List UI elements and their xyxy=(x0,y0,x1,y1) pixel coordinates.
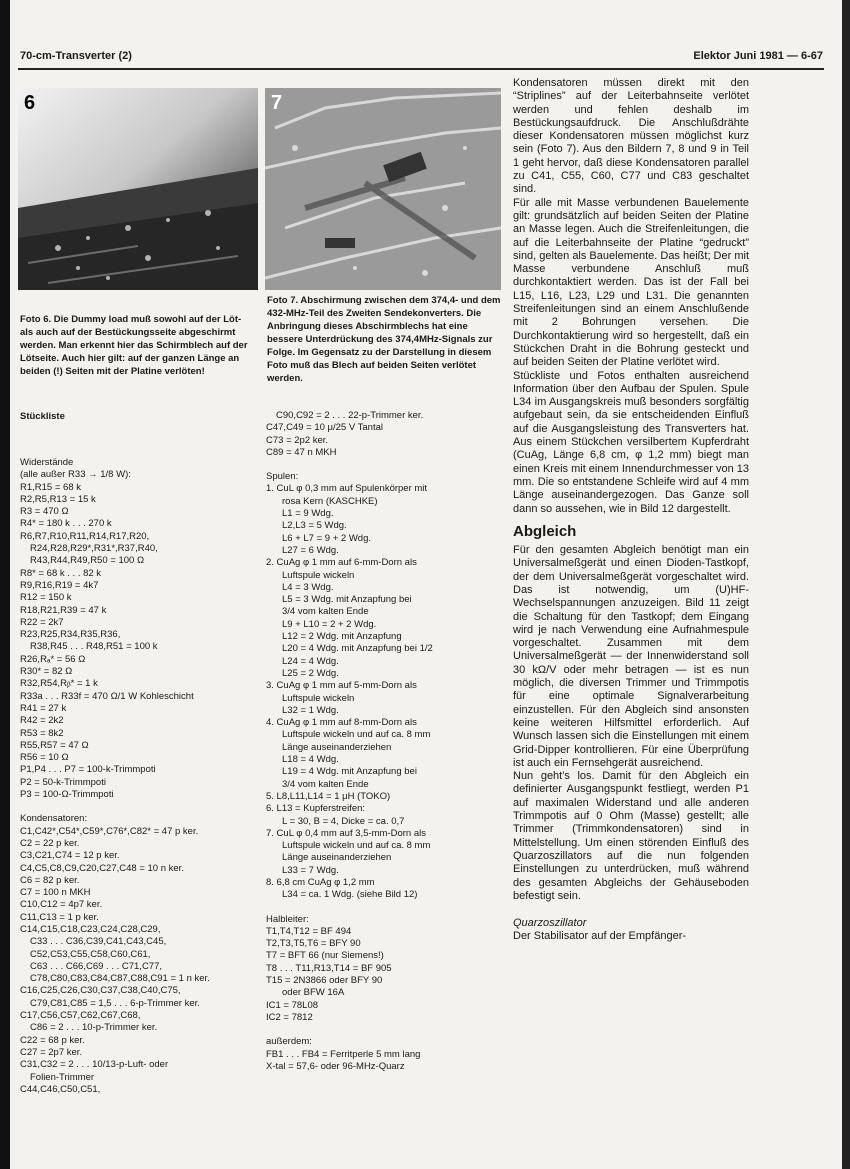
parts-list-line: C52,C53,C55,C58,C60,C61, xyxy=(30,948,151,960)
parts-list-line: R38,R45 . . . R48,R51 = 100 k xyxy=(30,641,158,653)
parts-list-line: L25 = 2 Wdg. xyxy=(282,667,339,679)
parts-list-line: L20 = 4 Wdg. mit Anzapfung bei 1/2 xyxy=(282,643,433,655)
parts-list-line: R26,Rₐ* = 56 Ω xyxy=(20,653,86,665)
photo-7-image xyxy=(265,88,501,290)
paragraph-coils: Stückliste und Fotos enthalten ausreichend Information über den Aufbau der Spulen. Spule L34 im Ausgangskreis muß besonders sorgfältig aufgebaut sein, da sie entscheidenden Einfluß auf die Ausgangsleistung des Transverters hat. Aus einem Stückchen versilbertem Kupferdraht (CuAg, Länge 6,8 cm, φ 1,2 mm) biegt man einen Kreis mit einem Innendurchmesser von 13 mm. Die so entstandene Schleife wird auf 4 mm Länge auseinandergezogen. Das Ganze soll dann so aussehen, wie in Bild 12 dargestellt. xyxy=(513,369,750,515)
parts-list-line: T8 . . . T11,R13,T14 = BF 905 xyxy=(266,962,392,974)
parts-list-line: C1,C42*,C54*,C59*,C76*,C82* = 47 p ker. xyxy=(20,825,199,837)
photo-6 xyxy=(18,88,258,290)
parts-list-line: 3/4 vom kalten Ende xyxy=(282,778,369,790)
parts-list-line: Länge auseinanderziehen xyxy=(282,741,392,753)
parts-list-line: L24 = 4 Wdg. xyxy=(282,655,339,667)
photo-7-caption: Foto 7. Abschirmung zwischen dem 374,4- und dem 432-MHz-Teil des Zweiten Sendekonverters. Die Anbringung dieses Abschirmblechs hat eine bessere Unterdrückung des 374,4MHz-Signals zur Folge. Im Gegensatz zu der Darstellung in diesem Foto muß das Blech auf beiden Seiten verlötet werden. xyxy=(267,295,501,384)
parts-list-line: Kondensatoren: xyxy=(20,813,88,825)
parts-list-line: (alle außer R33 → 1/8 W): xyxy=(20,469,131,481)
parts-list-line: R9,R16,R19 = 4k7 xyxy=(20,579,99,591)
header-article-title: 70-cm-Transverter (2) xyxy=(20,50,132,62)
parts-list-line: R12 = 150 k xyxy=(20,592,72,604)
parts-list-line: L12 = 2 Wdg. mit Anzapfung xyxy=(282,631,402,643)
parts-list-line: R22 = 2k7 xyxy=(20,616,64,628)
paragraph-quarzoszillator: Der Stabilisator auf der Empfänger- xyxy=(513,930,687,943)
parts-list-line: L34 = ca. 1 Wdg. (siehe Bild 12) xyxy=(282,889,418,901)
parts-list-line xyxy=(20,801,260,813)
figure-6-number: 6 xyxy=(24,92,36,114)
parts-list-line: 1. CuL φ 0,3 mm auf Spulenkörper mit xyxy=(266,483,428,495)
parts-list-line: Spulen: xyxy=(266,471,299,483)
parts-list-column-a xyxy=(20,457,260,1096)
parts-list-line: Luftspule wickeln und auf ca. 8 mm xyxy=(282,840,431,852)
parts-list-line: C63 . . . C66,C69 . . . C71,C77, xyxy=(30,960,163,972)
parts-list-line: C16,C25,C26,C30,C37,C38,C40,C75, xyxy=(20,985,181,997)
parts-list-line: X-tal = 57,6- oder 96-MHz-Quarz xyxy=(266,1060,405,1072)
parts-list-line: L19 = 4 Wdg. mit Anzapfung bei xyxy=(282,766,417,778)
parts-list-title: Stückliste xyxy=(20,411,65,422)
parts-list-line: R2,R5,R13 = 15 k xyxy=(20,493,96,505)
parts-list-line: R24,R28,R29*,R31*,R37,R40, xyxy=(30,543,158,555)
parts-list-line: L5 = 3 Wdg. mit Anzapfung bei xyxy=(282,594,412,606)
parts-list-line: C6 = 82 p ker. xyxy=(20,874,80,886)
parts-list-line: IC1 = 78L08 xyxy=(266,999,319,1011)
parts-list-line: C47,C49 = 10 μ/25 V Tantal xyxy=(266,422,384,434)
parts-list-line: C44,C46,C50,C51, xyxy=(20,1083,101,1095)
parts-list-line: L1 = 9 Wdg. xyxy=(282,508,334,520)
parts-list-line: IC2 = 7812 xyxy=(266,1011,313,1023)
parts-list-line: C11,C13 = 1 p ker. xyxy=(20,911,99,923)
parts-list-line: Halbleiter: xyxy=(266,913,309,925)
parts-list-line: T15 = 2N3866 oder BFY 90 xyxy=(266,975,383,987)
page-header xyxy=(20,50,823,68)
paragraph-capacitors: Kondensatoren müssen direkt mit den “Striplines” auf der Leiterbahnseite verlötet werden und fehlen deshalb im Bestückungsaufdruck. Die Anschlußdrähte dieser Kondensatoren müssen möglichst kurz sein (Foto 7). Aus den Bildern 7, 8 und 9 in Teil 1 geht hervor, daß diese Kondensatoren parallel zu C41, C55, C60, C77 und C83 geschaltet sind. xyxy=(513,77,749,196)
parts-list-line: L27 = 6 Wdg. xyxy=(282,544,339,556)
parts-list-line: L4 = 3 Wdg. xyxy=(282,581,334,593)
parts-list-line: C73 = 2p2 ker. xyxy=(266,434,329,446)
parts-list-line: R6,R7,R10,R11,R14,R17,R20, xyxy=(20,530,150,542)
parts-list-line: R56 = 10 Ω xyxy=(20,752,69,764)
parts-list-line: P3 = 100-Ω-Trimmpoti xyxy=(20,789,114,801)
parts-list-line: L18 = 4 Wdg. xyxy=(282,754,339,766)
parts-list-line: 3/4 vom kalten Ende xyxy=(282,606,369,618)
parts-list-line: C31,C32 = 2 . . . 10/13-p-Luft- oder xyxy=(20,1059,169,1071)
parts-list-line: oder BFW 16A xyxy=(282,987,345,999)
parts-list-line: L9 + L10 = 2 + 2 Wdg. xyxy=(282,618,377,630)
parts-list-line: R4* = 180 k . . . 270 k xyxy=(20,518,112,530)
parts-list-line: R18,R21,R39 = 47 k xyxy=(20,604,107,616)
parts-list-line: C22 = 68 p ker. xyxy=(20,1034,85,1046)
parts-list-line: 4. CuAg φ 1 mm auf 8-mm-Dorn als xyxy=(266,717,417,729)
heading-quarzoszillator: Quarzoszillator xyxy=(513,917,587,930)
parts-list-line: Luftspule wickeln und auf ca. 8 mm xyxy=(282,729,431,741)
parts-list-line: L6 + L7 = 9 + 2 Wdg. xyxy=(282,532,371,544)
parts-list-line: C2 = 22 p ker. xyxy=(20,837,80,849)
parts-list-line: 7. CuL φ 0,4 mm auf 3,5-mm-Dorn als xyxy=(266,827,426,839)
parts-list-line: R33a . . . R33f = 470 Ω/1 W Kohleschicht xyxy=(20,690,194,702)
parts-list-column-b xyxy=(266,410,506,1073)
scan-edge-right xyxy=(842,0,850,1169)
parts-list-line: C17,C56,C57,C62,C67,C68, xyxy=(20,1010,141,1022)
parts-list-line: T2,T3,T5,T6 = BFY 90 xyxy=(266,938,361,950)
parts-list-line: Luftspule wickeln xyxy=(282,692,355,704)
parts-list-line xyxy=(266,902,506,914)
parts-list-line: T7 = BFT 66 (nur Siemens!) xyxy=(266,950,384,962)
figure-7-number: 7 xyxy=(271,92,283,114)
parts-list-line: Luftspule wickeln xyxy=(282,569,355,581)
parts-list-line: L = 30, B = 4, Dicke = ca. 0,7 xyxy=(282,815,405,827)
parts-list-line: 5. L8,L11,L14 = 1 μH (TOKO) xyxy=(266,790,391,802)
parts-list-line: C86 = 2 . . . 10-p-Trimmer ker. xyxy=(30,1022,158,1034)
parts-list-line: R32,R54,Rᵦ* = 1 k xyxy=(20,678,98,690)
parts-list-line: R8* = 68 k . . . 82 k xyxy=(20,567,102,579)
scan-edge-left xyxy=(0,0,10,1169)
parts-list-line: R41 = 27 k xyxy=(20,702,67,714)
parts-list-line: C89 = 47 n MKH xyxy=(266,446,337,458)
parts-list-line: C14,C15,C18,C23,C24,C28,C29, xyxy=(20,923,161,935)
parts-list-line: Länge auseinanderziehen xyxy=(282,852,392,864)
parts-list-line: L32 = 1 Wdg. xyxy=(282,704,339,716)
parts-list-line: T1,T4,T12 = BF 494 xyxy=(266,925,352,937)
parts-list-line: außerdem: xyxy=(266,1036,312,1048)
parts-list-line: L2,L3 = 5 Wdg. xyxy=(282,520,347,532)
paragraph-abgleich-start: Nun geht's los. Damit für den Abgleich ein definierter Ausgangspunkt festliegt, werden P1 auf maximalen Widerstand und alle anderen Trimmpotis auf 0 Ohm (Masse) gestellt; alle Trimmer (Trimmkondensatoren) sind in Mittelstellung. Um einen störenden Einfluß des Quarzoszillators auf die nun folgenden Einstellungen zu unterdrücken, muß während des gesamten Abgleichs der Gehäuseboden befestigt sein. xyxy=(513,770,749,902)
parts-list-line xyxy=(266,1024,506,1036)
parts-list-line: 2. CuAg φ 1 mm auf 6-mm-Dorn als xyxy=(266,557,417,569)
paragraph-ground: Für alle mit Masse verbundenen Bauelemente gilt: grundsätzlich auf beiden Seiten der Platine an Masse legen. Auch die Streifenleitungen, die auf die Leiterbahnseite der Platine “gedruckt” sind, gelten als Bauelemente. Das heißt; Der mit Masse verbundene Anschluß muß durchkontaktiert werden. Das ist der Fall bei L15, L16, L23, L29 und L31. Die genannten Streifenleitungen sind an einem Anschlußende mit 2 Bohrungen versehen. Die Durchkontaktierung wird so hergestellt, daß ein Stückchen Draht in die Bohrung gesteckt und auf beiden Seiten der Platine verlötet wird. xyxy=(513,196,750,369)
parts-list-line: R55,R57 = 47 Ω xyxy=(20,739,89,751)
parts-list-line: L33 = 7 Wdg. xyxy=(282,864,339,876)
parts-list-line: R43,R44,R49,R50 = 100 Ω xyxy=(30,555,145,567)
parts-list-line: C27 = 2p7 ker. xyxy=(20,1046,83,1058)
parts-list-line: R3 = 470 Ω xyxy=(20,506,69,518)
parts-list-line: R1,R15 = 68 k xyxy=(20,481,81,493)
parts-list-line: P1,P4 . . . P7 = 100-k-Trimmpoti xyxy=(20,764,156,776)
parts-list-line: FB1 . . . FB4 = Ferritperle 5 mm lang xyxy=(266,1048,421,1060)
parts-list-line: P2 = 50-k-Trimmpoti xyxy=(20,776,106,788)
parts-list-line: C33 . . . C36,C39,C41,C43,C45, xyxy=(30,936,167,948)
parts-list-line: C4,C5,C8,C9,C20,C27,C48 = 10 n ker. xyxy=(20,862,184,874)
article-text-column xyxy=(513,77,749,944)
parts-list-line: R30* = 82 Ω xyxy=(20,666,73,678)
parts-list-line: C90,C92 = 2 . . . 22-p-Trimmer ker. xyxy=(276,410,424,421)
parts-list-line: R53 = 8k2 xyxy=(20,727,64,739)
parts-list-line: C3,C21,C74 = 12 p ker. xyxy=(20,850,120,862)
parts-list-line: 6. L13 = Kupferstreifen: xyxy=(266,803,366,815)
parts-list-line: 8. 6,8 cm CuAg φ 1,2 mm xyxy=(266,876,375,888)
parts-list-line: Widerstände xyxy=(20,457,74,468)
heading-abgleich: Abgleich xyxy=(513,522,577,540)
parts-list-line: C78,C80,C83,C84,C87,C88,C91 = 1 n ker. xyxy=(30,973,210,985)
header-rule xyxy=(18,68,824,70)
parts-list-line: Folien-Trimmer xyxy=(30,1071,95,1083)
parts-list-line: R42 = 2k2 xyxy=(20,715,64,727)
parts-list-line: 3. CuAg φ 1 mm auf 5-mm-Dorn als xyxy=(266,680,417,692)
parts-list-line: R23,R25,R34,R35,R36, xyxy=(20,629,121,641)
photo-7 xyxy=(265,88,501,290)
photo-6-image xyxy=(18,88,258,290)
parts-list-line: rosa Kern (KASCHKE) xyxy=(282,495,378,507)
parts-list-line xyxy=(266,459,506,471)
parts-list-line: C79,C81,C85 = 1,5 . . . 6-p-Trimmer ker. xyxy=(30,997,200,1009)
parts-list-line: C7 = 100 n MKH xyxy=(20,887,91,899)
header-issue-page: Elektor Juni 1981 — 6-67 xyxy=(693,50,823,62)
photo-6-caption: Foto 6. Die Dummy load muß sowohl auf der Löt- als auch auf der Bestückungsseite abgeschirmt werden. Man erkennt hier das Schirmblech auf der Lötseite. Auch hier gilt: auf der ganzen Länge an beiden (!) Seiten mit der Platine verlöten! xyxy=(20,314,248,377)
paragraph-abgleich-tools: Für den gesamten Abgleich benötigt man ein Universalmeßgerät und einen Dioden-Tastkopf, der dem Universalmeßgerät vorgeschaltet wird. Das ist notwendig, um (U)HF-Wechselspannungen anzuzeigen. Bild 11 zeigt die Schaltung für den Tastkopf; dem Eingang wird je nach Verwendung eine Aufnahmespule vorgeschaltet. Zusammen mit dem Universalmeßgerät — der Innenwiderstand soll 30 kΩ/V oder mehr betragen — ist es nun möglich, die diversen Trimmer und Trimmpotis für eine optimale Signalverarbeitung einzustellen. Für den Abgleich sind ansonsten keine weiteren Hilfsmittel erforderlich. Auf Wunsch lassen sich die Einstellungen mit einem Grid-Dipper kontrollieren. Für eine Überprüfung ist auch ein Fernsehgerät ausreichend. xyxy=(513,544,749,769)
parts-list-line: C10,C12 = 4p7 ker. xyxy=(20,899,103,911)
